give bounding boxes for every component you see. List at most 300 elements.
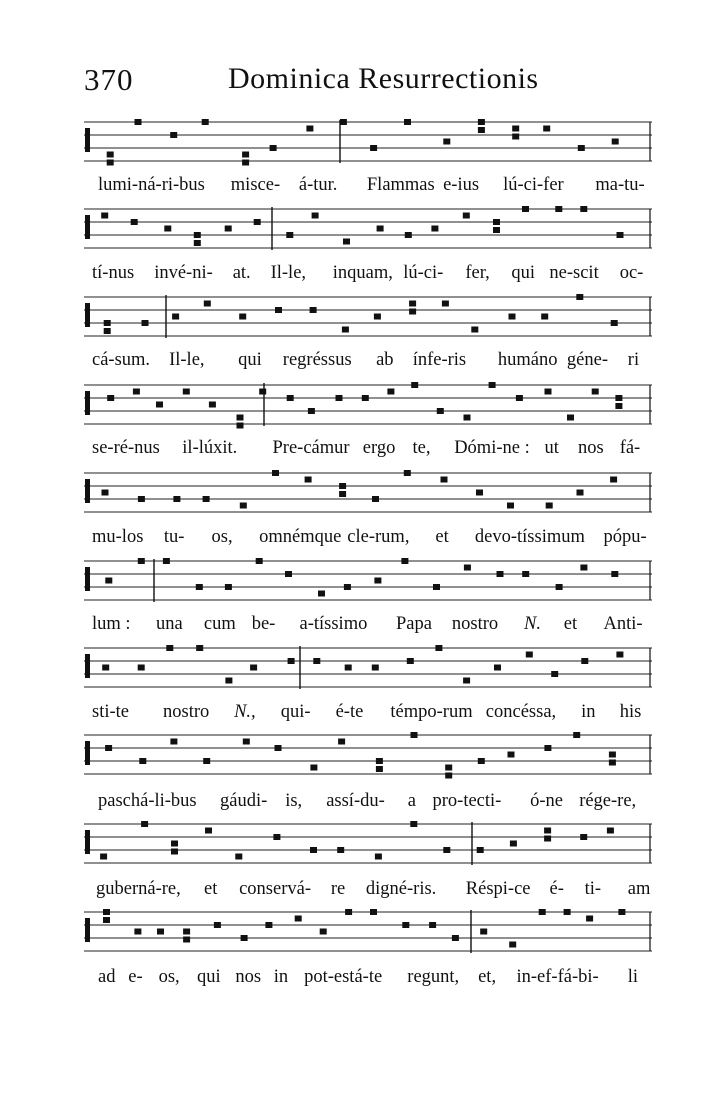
neume-note	[478, 119, 485, 125]
neume-note	[370, 145, 377, 151]
neume-note	[250, 665, 257, 671]
lyric-syllable: ab	[376, 350, 394, 370]
lyric-syllable: fá-	[619, 438, 641, 458]
neume-note	[102, 665, 109, 671]
neume-note	[134, 929, 141, 935]
lyric-syllable: nostro	[451, 614, 499, 634]
music-staff	[84, 644, 652, 696]
lyric-syllable: oc-	[619, 263, 644, 283]
lyric-syllable: Flammas	[366, 175, 435, 195]
neume-note	[342, 327, 349, 333]
staff-notation	[84, 820, 652, 872]
clef-glyph	[85, 567, 90, 591]
neume-note	[103, 909, 110, 915]
lyric-syllable: a	[407, 791, 416, 811]
neume-note	[273, 834, 280, 840]
neume-note	[242, 160, 249, 166]
lyric-syllable: ut	[544, 438, 559, 458]
neume-note	[509, 314, 516, 320]
neume-note	[478, 127, 485, 133]
neume-note	[580, 565, 587, 571]
neume-note	[142, 320, 149, 326]
neume-note	[194, 240, 201, 246]
clef-glyph	[85, 128, 90, 152]
lyric-syllable: é-te	[335, 702, 364, 722]
neume-note	[104, 320, 111, 326]
neume-note	[265, 922, 272, 928]
neume-note	[610, 477, 617, 483]
neume-note	[183, 937, 190, 943]
lyric-syllable: gáudi-	[220, 791, 268, 811]
neume-note	[401, 558, 408, 564]
neume-note	[225, 584, 232, 590]
neume-note	[344, 584, 351, 590]
neume-note	[443, 139, 450, 145]
lyric-syllable: lum :	[92, 614, 131, 634]
neume-note	[243, 739, 250, 745]
neume-note	[295, 916, 302, 922]
neume-note	[402, 922, 409, 928]
neume-note	[170, 132, 177, 138]
neume-note	[310, 307, 317, 313]
neume-note	[508, 752, 515, 758]
neume-note	[510, 841, 517, 847]
neume-note	[209, 402, 216, 408]
neume-note	[405, 232, 412, 238]
lyric-syllable: concéssa,	[485, 702, 557, 722]
neume-note	[433, 584, 440, 590]
neume-note	[339, 483, 346, 489]
neume-note	[105, 578, 112, 584]
neume-note	[516, 395, 523, 401]
neume-note	[104, 328, 111, 334]
neume-note	[313, 658, 320, 664]
lyric-syllable: lú-ci-fer	[503, 175, 564, 195]
neume-note	[214, 922, 221, 928]
lyric-syllable: inquam,	[332, 263, 393, 283]
staff-notation	[84, 293, 652, 345]
neume-note	[166, 645, 173, 651]
neume-note	[555, 206, 562, 212]
lyric-syllable: qui	[197, 967, 221, 987]
staff-notation	[84, 381, 652, 433]
neume-note	[411, 382, 418, 388]
lyric-syllable: e-	[128, 967, 143, 987]
neume-note	[305, 477, 312, 483]
neume-note	[437, 408, 444, 414]
lyric-syllable: témpo-rum	[390, 702, 473, 722]
lyric-syllable: Papa	[396, 614, 432, 634]
staff-notation	[84, 205, 652, 257]
neume-note	[463, 213, 470, 219]
music-staff	[84, 557, 652, 609]
neume-note	[618, 909, 625, 915]
music-staff	[84, 293, 652, 345]
lyric-syllable: qui	[511, 263, 536, 283]
neume-note	[138, 558, 145, 564]
neume-note	[494, 665, 501, 671]
neume-note	[452, 935, 459, 941]
neume-note	[580, 834, 587, 840]
neume-note	[374, 314, 381, 320]
neume-note	[586, 916, 593, 922]
neume-note	[578, 145, 585, 151]
lyric-syllable: se-ré-nus	[92, 438, 160, 458]
neume-note	[478, 758, 485, 764]
neume-note	[441, 477, 448, 483]
neume-note	[256, 558, 263, 564]
neume-note	[410, 821, 417, 827]
neume-note	[196, 584, 203, 590]
neume-note	[471, 327, 478, 333]
neume-note	[612, 139, 619, 145]
neume-note	[497, 571, 504, 577]
clef-glyph	[85, 654, 90, 678]
lyric-syllable: devo-tíssimum	[474, 527, 585, 547]
neume-note	[194, 232, 201, 238]
neume-note	[407, 658, 414, 664]
lyric-syllable: mu-los	[92, 527, 144, 547]
neume-note	[372, 665, 379, 671]
neume-note	[429, 922, 436, 928]
lyric-syllable: ínfe-ris	[412, 350, 467, 370]
neume-note	[308, 408, 315, 414]
neume-note	[196, 645, 203, 651]
neume-note	[609, 760, 616, 766]
neume-note	[306, 126, 313, 132]
neume-note	[611, 571, 618, 577]
neume-note	[377, 226, 384, 232]
neume-note	[567, 415, 574, 421]
lyric-syllable: Il-le,	[169, 350, 205, 370]
lyric-syllable: assí-du-	[326, 791, 385, 811]
neume-note	[135, 119, 142, 125]
neume-note	[435, 645, 442, 651]
neume-note	[138, 665, 145, 671]
neume-note	[343, 239, 350, 245]
lyric-syllable: humáno	[497, 350, 558, 370]
neume-note	[225, 678, 232, 684]
neume-note	[204, 301, 211, 307]
lyric-syllable: regunt,	[407, 967, 460, 987]
neume-note	[609, 752, 616, 758]
lyric-syllable: ergo	[362, 438, 396, 458]
lyric-syllable: digné-ris.	[365, 879, 437, 899]
clef-glyph	[85, 830, 90, 854]
neume-note	[477, 847, 484, 853]
neume-note	[156, 402, 163, 408]
lyric-syllable: pot-está-te	[304, 967, 383, 987]
lyric-syllable: ma-tu-	[595, 175, 645, 195]
neume-note	[404, 470, 411, 476]
neume-note	[387, 389, 394, 395]
neume-note	[288, 658, 295, 664]
neume-note	[607, 828, 614, 834]
neume-note	[404, 119, 411, 125]
neume-note	[611, 320, 618, 326]
clef-glyph	[85, 215, 90, 239]
neume-note	[522, 206, 529, 212]
lyric-syllable: Dómi-ne :	[454, 438, 530, 458]
neume-note	[409, 301, 416, 307]
neume-note	[310, 765, 317, 771]
lyric-syllable: in	[581, 702, 596, 722]
lyric-syllable: guberná-re,	[96, 879, 181, 899]
neume-note	[225, 226, 232, 232]
neume-note	[372, 496, 379, 502]
staff-notation	[84, 557, 652, 609]
neume-note	[202, 119, 209, 125]
neume-note	[345, 909, 352, 915]
music-staff	[84, 731, 652, 783]
neume-note	[242, 152, 249, 158]
neume-note	[543, 126, 550, 132]
neume-note	[171, 841, 178, 847]
neume-note	[338, 739, 345, 745]
neume-note	[615, 395, 622, 401]
neume-note	[107, 160, 114, 166]
lyric-syllable: sti-te	[92, 702, 129, 722]
neume-note	[105, 745, 112, 751]
lyric-syllable: géne-	[566, 350, 608, 370]
neume-note	[509, 942, 516, 948]
staff-notation	[84, 469, 652, 521]
neume-note	[320, 929, 327, 935]
staff-notation	[84, 644, 652, 696]
lyric-syllable: paschá-li-bus	[98, 791, 197, 811]
lyric-syllable: re	[330, 879, 346, 899]
lyric-syllable: am	[627, 879, 651, 899]
page-number: 370	[84, 62, 134, 97]
neume-note	[617, 232, 624, 238]
lyric-syllable: in	[273, 967, 289, 987]
music-staff	[84, 118, 652, 170]
lyric-syllable: ad	[98, 967, 116, 987]
neume-note	[376, 766, 383, 772]
lyric-syllable: Il-le,	[270, 263, 307, 283]
neume-note	[103, 917, 110, 923]
neume-note	[285, 571, 292, 577]
lyric-syllable: una	[156, 614, 183, 634]
lyric-syllable: N.	[524, 614, 541, 634]
lyric-syllable: lumi-ná-ri-bus	[98, 175, 205, 195]
neume-note	[431, 226, 438, 232]
neume-note	[286, 232, 293, 238]
neume-note	[616, 652, 623, 658]
neume-note	[318, 591, 325, 597]
lyric-syllable: et,	[478, 967, 497, 987]
neume-note	[107, 395, 114, 401]
neume-note	[445, 773, 452, 779]
neume-note	[544, 828, 551, 834]
neume-note	[464, 415, 471, 421]
neume-note	[254, 219, 261, 225]
staff-notation	[84, 908, 652, 960]
lyric-syllable: misce-	[230, 175, 281, 195]
lyric-syllable: ti-	[584, 879, 602, 899]
neume-note	[138, 496, 145, 502]
lyric-syllable: li	[627, 967, 639, 987]
neume-note	[556, 584, 563, 590]
lyric-syllable: qui	[238, 350, 262, 370]
neume-note	[581, 658, 588, 664]
neume-note	[205, 828, 212, 834]
neume-note	[259, 389, 266, 395]
clef-glyph	[85, 391, 90, 415]
neume-note	[512, 126, 519, 132]
page-title: Dominica Resurrectionis	[228, 62, 539, 95]
neume-note	[545, 389, 552, 395]
neume-note	[183, 389, 190, 395]
neume-note	[141, 821, 148, 827]
neume-note	[275, 745, 282, 751]
neume-note	[362, 395, 369, 401]
clef-glyph	[85, 479, 90, 503]
neume-note	[339, 491, 346, 497]
neume-note	[376, 758, 383, 764]
neume-note	[493, 219, 500, 225]
neume-note	[131, 219, 138, 225]
music-staff	[84, 469, 652, 521]
lyric-syllable: e-ius	[443, 175, 480, 195]
lyric-syllable: fer,	[465, 263, 490, 283]
lyric-syllable: his	[619, 702, 642, 722]
lyric-syllable: os,	[158, 967, 180, 987]
neume-note	[310, 847, 317, 853]
lyric-syllable: os,	[211, 527, 233, 547]
lyric-syllable: in-ef-fá-bi-	[516, 967, 599, 987]
lyric-syllable: lú-ci-	[403, 263, 444, 283]
neume-note	[526, 652, 533, 658]
neume-note	[337, 847, 344, 853]
neume-note	[340, 119, 347, 125]
neume-note	[203, 758, 210, 764]
neume-note	[183, 929, 190, 935]
lyric-syllable: tu-	[163, 527, 185, 547]
neume-note	[580, 206, 587, 212]
neume-note	[375, 854, 382, 860]
neume-note	[615, 403, 622, 409]
neume-note	[546, 503, 553, 509]
music-staff	[84, 381, 652, 433]
music-staff	[84, 205, 652, 257]
neume-note	[409, 309, 416, 315]
neume-note	[522, 571, 529, 577]
lyric-syllable: Pre-cámur	[272, 438, 350, 458]
music-staff	[84, 908, 652, 960]
neume-note	[577, 490, 584, 496]
lyric-syllable: conservá-	[239, 879, 311, 899]
staff-notation	[84, 731, 652, 783]
neume-note	[240, 503, 247, 509]
neume-note	[287, 395, 294, 401]
lyric-syllable: et	[563, 614, 578, 634]
lyric-syllable: rége-re,	[579, 791, 637, 811]
neume-note	[107, 152, 114, 158]
neume-note	[157, 929, 164, 935]
lyric-syllable: nostro	[163, 702, 210, 722]
neume-note	[544, 745, 551, 751]
neume-note	[411, 732, 418, 738]
clef-glyph	[85, 918, 90, 942]
neume-note	[270, 145, 277, 151]
lyric-syllable: N.,	[234, 702, 256, 722]
lyric-syllable: et	[204, 879, 218, 899]
lyric-syllable: nos	[578, 438, 604, 458]
lyric-syllable: Anti-	[603, 614, 643, 634]
lyric-syllable: tí-nus	[92, 263, 135, 283]
neume-note	[312, 213, 319, 219]
lyric-syllable: Réspi-ce	[465, 879, 531, 899]
lyric-syllable: te,	[412, 438, 431, 458]
neume-note	[102, 490, 109, 496]
music-staff	[84, 820, 652, 872]
neume-note	[573, 732, 580, 738]
lyric-syllable: á-tur.	[298, 175, 338, 195]
lyric-syllable: be-	[251, 614, 276, 634]
neume-note	[237, 415, 244, 421]
neume-note	[101, 213, 108, 219]
neume-note	[275, 307, 282, 313]
neume-note	[539, 909, 546, 915]
neume-note	[239, 314, 246, 320]
neume-note	[445, 765, 452, 771]
lyric-syllable: pópu-	[603, 527, 647, 547]
lyric-syllable: ri	[627, 350, 640, 370]
lyric-syllable: cá-sum.	[92, 350, 151, 370]
neume-note	[476, 490, 483, 496]
neume-note	[480, 929, 487, 935]
neume-note	[237, 423, 244, 429]
clef-glyph	[85, 741, 90, 765]
neume-note	[163, 558, 170, 564]
neume-note	[272, 470, 279, 476]
neume-note	[541, 314, 548, 320]
neume-note	[442, 301, 449, 307]
staff-notation	[84, 118, 652, 170]
lyric-syllable: et	[435, 527, 449, 547]
neume-note	[139, 758, 146, 764]
neume-note	[133, 389, 140, 395]
lyric-syllable: is,	[285, 791, 303, 811]
lyric-syllable: ó-ne	[530, 791, 563, 811]
neume-note	[170, 739, 177, 745]
lyric-syllable: il-lúxit.	[182, 438, 238, 458]
neume-note	[443, 847, 450, 853]
lyric-syllable: a-tíssimo	[299, 614, 368, 634]
lyric-syllable: invé-ni-	[154, 263, 213, 283]
neume-note	[203, 496, 210, 502]
neume-note	[100, 854, 107, 860]
neume-note	[235, 854, 242, 860]
lyric-syllable: cum	[203, 614, 236, 634]
lyric-syllable: regréssus	[282, 350, 352, 370]
neume-note	[171, 849, 178, 855]
neume-note	[544, 836, 551, 842]
neume-note	[512, 134, 519, 140]
neume-note	[374, 578, 381, 584]
neume-note	[173, 496, 180, 502]
neume-note	[551, 671, 558, 677]
neume-note	[489, 382, 496, 388]
lyric-syllable: é-	[549, 879, 564, 899]
neume-note	[172, 314, 179, 320]
neume-note	[241, 935, 248, 941]
neume-note	[464, 565, 471, 571]
neume-note	[592, 389, 599, 395]
lyric-syllable: nos	[235, 967, 262, 987]
neume-note	[463, 678, 470, 684]
